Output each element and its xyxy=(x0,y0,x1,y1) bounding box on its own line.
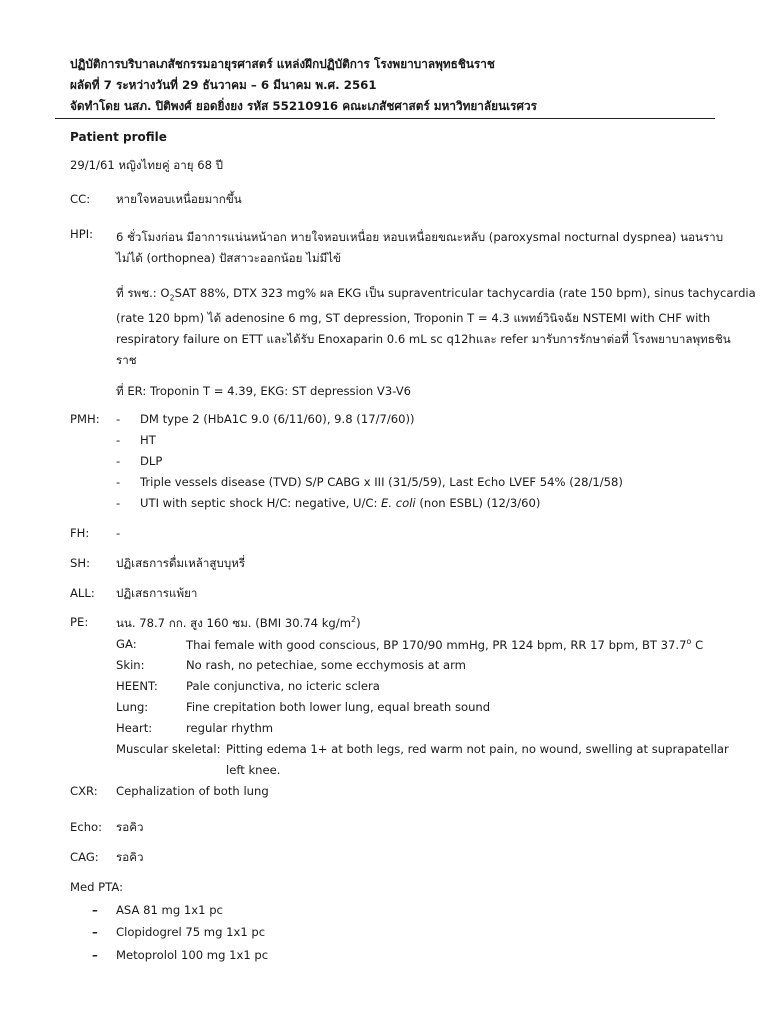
hpi-label: HPI: xyxy=(70,227,94,241)
pe-skin-key: Skin: xyxy=(116,658,145,672)
patient-summary: 29/1/61 หญิงไทยคู่ อายุ 68 ปี xyxy=(70,158,224,172)
hpi-p2-line2: (rate 120 bpm) ได้ adenosine 6 mg, ST depression, Troponin T = 4.3 แพทย์วินิจฉัย NSTEMI with CHF with xyxy=(116,311,711,326)
pe-label: PE: xyxy=(70,615,89,629)
pmh-dash: - xyxy=(116,475,121,489)
hpi-p2-sub: 2 xyxy=(169,293,175,303)
echo-text: รอคิว xyxy=(116,820,144,834)
pmh-item-text: Triple vessels disease (TVD) S/P CABG x III (31/5/59), Last Echo LVEF 54% (28/1/58) xyxy=(140,475,623,489)
pmh-dash: - xyxy=(116,496,121,510)
pe-skin-value: No rash, no petechiae, some ecchymosis at arm xyxy=(186,658,466,672)
med-dash: – xyxy=(92,903,98,917)
pe-line1-a: นน. 78.7 กก. สูง 160 ซม. (BMI 30.74 kg/m xyxy=(116,615,351,630)
hpi-paragraph-1 xyxy=(116,227,724,269)
all-text: ปฏิเสธการแพ้ยา xyxy=(116,586,198,600)
cag-label: CAG: xyxy=(70,850,99,864)
pe-line1-sup: 2 xyxy=(350,615,357,624)
fh-label: FH: xyxy=(70,526,90,540)
pmh-item-text: HT xyxy=(140,433,156,447)
cc-text: หายใจหอบเหนื่อยมากขึ้น xyxy=(116,192,242,206)
pe-line1-b: ) xyxy=(356,615,361,630)
pmh-dash: - xyxy=(116,412,121,426)
all-label: ALL: xyxy=(70,586,95,600)
pe-ga-sup: o xyxy=(686,637,692,646)
hpi-p2-b: SAT 88%, DTX 323 mg% ผล EKG เป็น supraventricular tachycardia (rate 150 bpm), sinus tachycardia xyxy=(174,286,756,300)
pmh-label: PMH: xyxy=(70,412,100,426)
pe-ms-key: Muscular skeletal: xyxy=(116,742,221,756)
pmh-uti-b: (non ESBL) (12/3/60) xyxy=(415,496,541,510)
pmh-dash: - xyxy=(116,454,121,468)
pe-heent-value: Pale conjunctiva, no icteric sclera xyxy=(186,679,380,693)
document-header xyxy=(70,54,730,117)
hpi-paragraph-3: ที่ ER: Troponin T = 4.39, EKG: ST depression V3-V6 xyxy=(116,384,412,398)
pe-heent-key: HEENT: xyxy=(116,679,158,693)
pe-ga-value xyxy=(186,637,703,654)
pmh-item-text: DM type 2 (HbA1C 9.0 (6/11/60), 9.8 (17/7/60)) xyxy=(140,412,415,426)
pmh-uti-organism: E. coli xyxy=(381,496,416,510)
pmh-item-text xyxy=(140,496,540,512)
cxr-label: CXR: xyxy=(70,784,98,798)
sh-text: ปฏิเสธการดื่มเหล้าสูบบุหรี่ xyxy=(116,556,246,570)
pe-ga-b: C xyxy=(691,637,704,652)
hpi-p2-line3: respiratory failure on ETT และได้รับ Enoxaparin 0.6 mL sc q12hและ refer มารับการรักษาต่อที่ โรงพยาบาลพุทธชิน xyxy=(116,332,731,347)
fh-text: - xyxy=(116,526,121,540)
med-dash: – xyxy=(92,948,98,962)
med-item-text: Metoprolol 100 mg 1x1 pc xyxy=(116,948,269,962)
hpi-p2-line4: ราช xyxy=(116,353,137,368)
header-line-course: ปฏิบัติการบริบาลเภสัชกรรมอายุรศาสตร์ แหล่งฝึกปฏิบัติการ โรงพยาบาลพุทธชินราช xyxy=(70,57,495,71)
med-dash: – xyxy=(92,925,98,939)
med-item-text: ASA 81 mg 1x1 pc xyxy=(116,903,223,917)
header-line-rotation: ผลัดที่ 7 ระหว่างวันที่ 29 ธันวาคม – 6 มีนาคม พ.ศ. 2561 xyxy=(70,78,377,92)
med-item-text: Clopidogrel 75 mg 1x1 pc xyxy=(116,925,266,939)
pe-lung-value: Fine crepitation both lower lung, equal breath sound xyxy=(186,700,491,714)
pmh-item-text: DLP xyxy=(140,454,163,468)
pe-vitals xyxy=(116,615,361,632)
sh-label: SH: xyxy=(70,556,90,570)
med-pta-title: Med PTA: xyxy=(70,880,123,894)
header-divider xyxy=(55,118,715,119)
cc-label: CC: xyxy=(70,192,91,206)
pe-ga-key: GA: xyxy=(116,637,137,651)
pmh-uti-a: UTI with septic shock H/C: negative, U/C: xyxy=(140,496,382,510)
hpi-p1-line2: ไม่ได้ (orthopnea) ปัสสาวะออกน้อย ไม่มีไข้ xyxy=(116,251,341,265)
header-line-author: จัดทำโดย นสภ. ปิติพงศ์ ยอดยิ่งยง รหัส 55210916 คณะเภสัชศาสตร์ มหาวิทยาลัยนเรศวร xyxy=(70,99,537,113)
pe-ms-value-line2: left knee. xyxy=(226,763,281,777)
hpi-p2-line1 xyxy=(116,283,756,308)
pe-ga-a: Thai female with good conscious, BP 170/90 mmHg, PR 124 bpm, RR 17 bpm, BT 37.7 xyxy=(186,637,687,652)
hpi-paragraph-2 xyxy=(116,283,756,371)
pe-heart-key: Heart: xyxy=(116,721,153,735)
pe-ms-value-line1: Pitting edema 1+ at both legs, red warm not pain, no wound, swelling at suprapatellar xyxy=(226,742,729,756)
pe-heart-value: regular rhythm xyxy=(186,721,274,735)
pmh-dash: - xyxy=(116,433,121,447)
pe-lung-key: Lung: xyxy=(116,700,149,714)
cag-text: รอคิว xyxy=(116,850,144,864)
hpi-p2-a: ที่ รพช.: O xyxy=(116,286,170,300)
hpi-p1-line1: 6 ชั่วโมงก่อน มีอาการแน่นหน้าอก หายใจหอบเหนื่อย หอบเหนื่อยขณะหลับ (paroxysmal nocturnal dyspnea) นอนราบ xyxy=(116,230,724,244)
section-title-patient-profile: Patient profile xyxy=(70,130,167,144)
cxr-text: Cephalization of both lung xyxy=(116,784,269,798)
echo-label: Echo: xyxy=(70,820,103,834)
